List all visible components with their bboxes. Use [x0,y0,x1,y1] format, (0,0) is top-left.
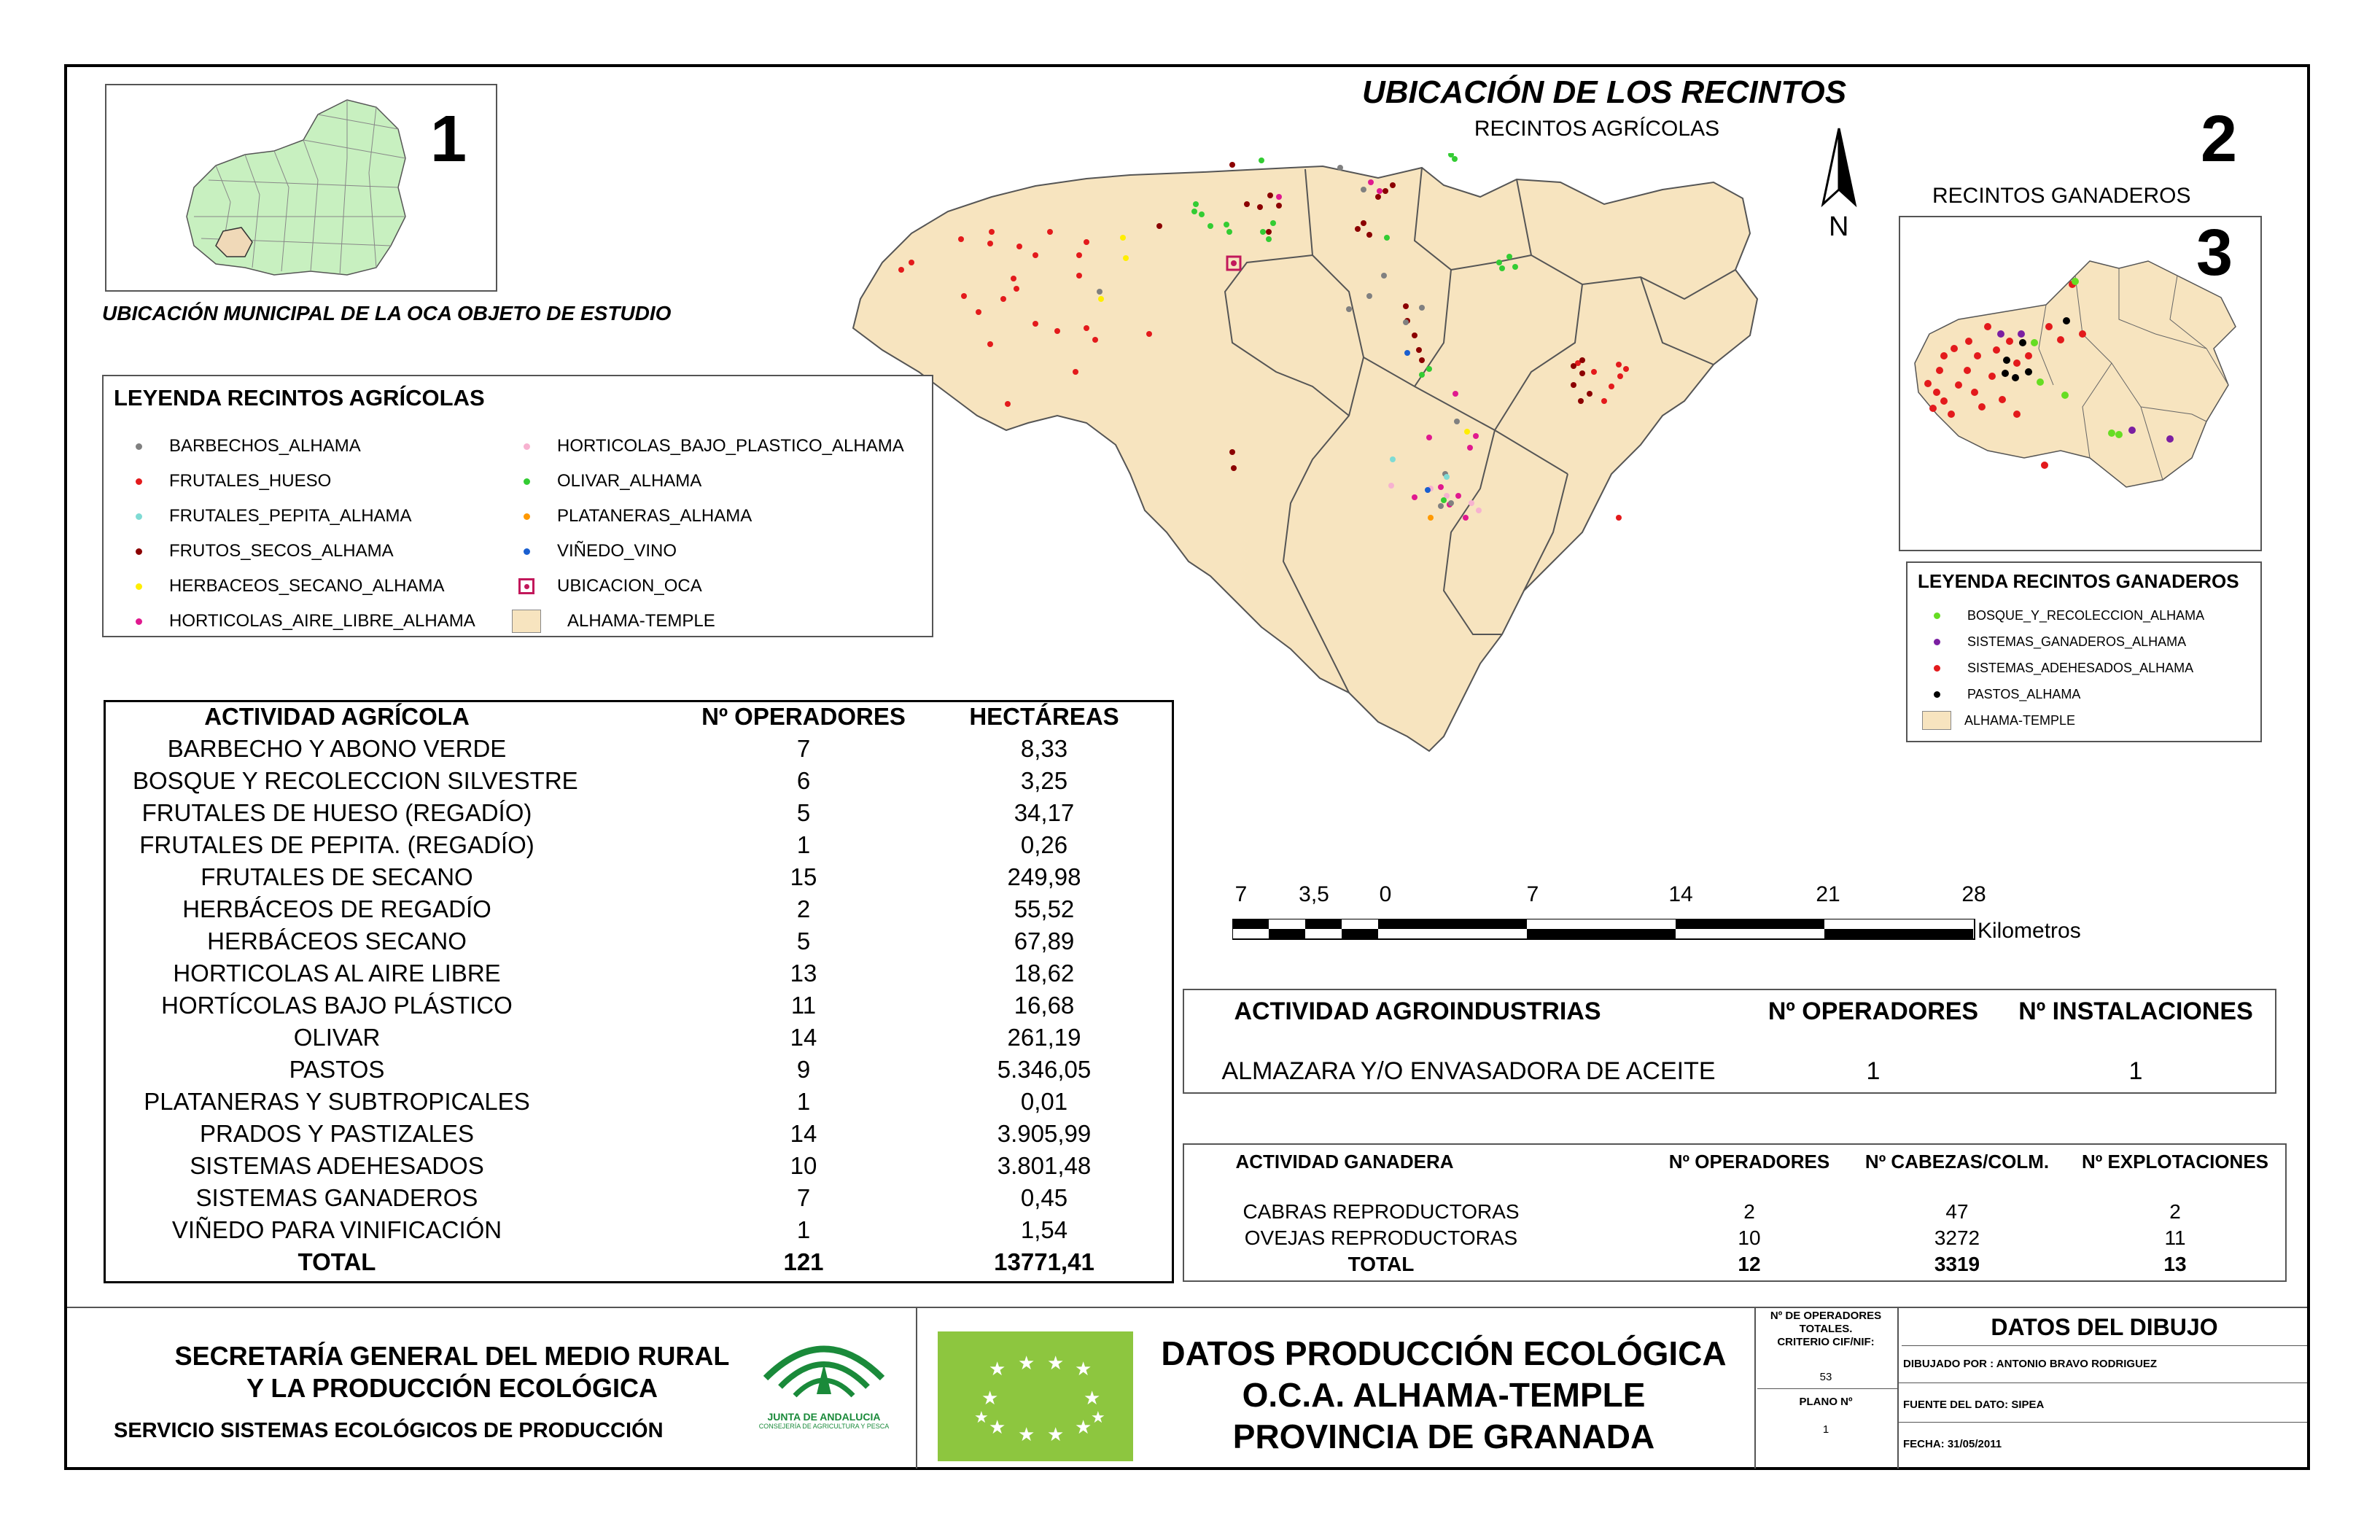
legend-item-frutales-hueso: FRUTALES_HUESO [124,464,475,499]
dot-icon [136,583,142,590]
eu-organic-logo [938,1331,1133,1461]
svg-text:★: ★ [1047,1353,1065,1374]
column-header: ACTIVIDAD AGRÍCOLA [204,703,470,730]
inset-location-caption: UBICACIÓN MUNICIPAL DE LA OCA OBJETO DE ESTUDIO [102,302,672,324]
main-line-3: PROVINCIA DE GRANADA [1232,1418,1655,1455]
municipality-area [853,166,1757,751]
dot-icon [136,478,142,485]
table-cell: 1 [1866,1057,1881,1085]
square-target-icon [518,578,534,594]
dot-icon [136,513,142,520]
legend-item-vinedo: VIÑEDO_VINO [512,534,904,569]
legend-item-horticolas-aire-libre: HORTICOLAS_AIRE_LIBRE_ALHAMA [124,604,475,639]
svg-text:★: ★ [1018,1424,1035,1446]
legend-item-frutales-pepita: FRUTALES_PEPITA_ALHAMA [124,499,475,534]
table-cell: 3.905,99 [997,1120,1092,1147]
legend-item-ubicacion-oca: UBICACION_OCA [512,569,904,604]
legend-item-olivar: OLIVAR_ALHAMA [512,464,904,499]
eu-leaf-icon [938,1331,1133,1461]
table-cell: 10 [1738,1226,1761,1249]
svg-text:★: ★ [981,1388,999,1409]
table-cell: 34,17 [1014,799,1075,826]
table-cell: HORTÍCOLAS BAJO PLÁSTICO [161,992,513,1019]
table-cell: 8,33 [1020,735,1068,762]
plano-value: 1 [1822,1423,1829,1436]
table-cell: 14 [790,1024,817,1051]
legend-item-sistemas-adehesados: SISTEMAS_ADEHESADOS_ALHAMA [1922,655,2204,681]
north-arrow-icon [1810,125,1868,213]
footer-divider [67,1307,2307,1308]
dot-icon [524,548,530,555]
table-cell: 13 [790,960,817,987]
dot-icon [1934,691,1940,698]
table-cell: 2 [2169,1200,2181,1223]
svg-text:★: ★ [974,1409,989,1427]
legend-ganadero [1906,561,2262,742]
table-cell: 249,98 [1007,863,1081,890]
table-cell: FRUTALES DE SECANO [201,863,473,890]
dot-icon [1934,665,1940,672]
table-cell: HERBÁCEOS DE REGADÍO [182,895,491,922]
org-subtitle: SERVICIO SISTEMAS ECOLÓGICOS DE PRODUCCIÓN [114,1419,664,1442]
total-label: TOTAL [298,1248,376,1275]
table-cell: PLATANERAS Y SUBTROPICALES [144,1088,530,1115]
table-cell: 10 [790,1152,817,1179]
table-cell: 2 [1743,1200,1755,1223]
column-header: Nº OPERADORES [1768,998,1979,1025]
legend-agricola [102,375,933,637]
legend-item-sistemas-ganaderos: SISTEMAS_GANADEROS_ALHAMA [1922,629,2204,655]
table-cell: 5 [796,799,811,826]
table-cell: HORTICOLAS AL AIRE LIBRE [173,960,501,987]
footer-divider [1899,1382,2307,1383]
table-cell: 9 [796,1056,811,1083]
table-cell: CABRAS REPRODUCTORAS [1242,1200,1520,1223]
main-line-2: O.C.A. ALHAMA-TEMPLE [1242,1376,1646,1414]
table-cell: VIÑEDO PARA VINIFICACIÓN [171,1216,502,1243]
table-cell: 0,01 [1020,1088,1068,1115]
table-cell: SISTEMAS GANADEROS [195,1184,478,1211]
table-cell: 261,19 [1007,1024,1081,1051]
table-cell: 11 [2164,1226,2186,1249]
legend-item-alhama-temple-ganadero: ALHAMA-TEMPLE [1922,707,2204,734]
main-line-1: DATOS PRODUCCIÓN ECOLÓGICA [1161,1334,1727,1372]
table-cell: 2 [796,895,811,922]
scale-tick-label: 28 [1961,882,1986,906]
total-value: 12 [1738,1253,1761,1275]
table-cell: 3,25 [1020,767,1068,794]
total-value: 3319 [1934,1253,1980,1275]
table-cell: 3.801,48 [997,1152,1092,1179]
table-cell: 3272 [1934,1226,1980,1249]
svg-text:★: ★ [1075,1417,1092,1439]
table-cell: BARBECHO Y ABONO VERDE [167,735,507,762]
svg-text:★: ★ [989,1417,1006,1439]
column-header: Nº CABEZAS/COLM. [1864,1151,2050,1172]
table-cell: 1 [796,1216,811,1243]
plano-label: PLANO Nº [1799,1396,1853,1408]
table-cell: HERBÁCEOS SECANO [207,928,467,954]
legend-item-barbechos: BARBECHOS_ALHAMA [124,429,475,464]
ops-value: 53 [1819,1371,1832,1383]
table-cell: SISTEMAS ADEHESADOS [190,1152,484,1179]
dibujado-por: DIBUJADO POR : ANTONIO BRAVO RODRIGUEZ [1903,1358,2158,1370]
table-cell: FRUTALES DE PEPITA. (REGADÍO) [139,831,534,858]
legend-item-bosque: BOSQUE_Y_RECOLECCION_ALHAMA [1922,602,2204,629]
svg-text:★: ★ [1018,1353,1035,1374]
tabla-agroindustria [1183,989,2276,1094]
tabla-agricola-content [104,703,1174,1279]
column-header: Nº EXPLOTACIONES [2081,1151,2269,1172]
legend-item-herbaceos-secano: HERBACEOS_SECANO_ALHAMA [124,569,475,604]
table-cell: 1,54 [1020,1216,1068,1243]
dot-icon [136,443,142,450]
legend-item-plataneras: PLATANERAS_ALHAMA [512,499,904,534]
table-cell: ALMAZARA Y/O ENVASADORA DE ACEITE [1221,1057,1716,1085]
scale-bar-graphic [1232,919,1983,941]
scale-tick-label: 3,5 [1299,882,1329,906]
svg-text:★: ★ [1075,1358,1092,1380]
ops-label: Nº DE OPERADORES TOTALES. CRITERIO CIF/NIF: [1770,1310,1882,1348]
table-cell: 6 [796,767,811,794]
scale-tick-label: 14 [1668,882,1693,906]
map-subtitle: RECINTOS AGRÍCOLAS [1474,117,1720,141]
total-label: TOTAL [1348,1253,1415,1275]
legend-item-frutos-secos: FRUTOS_SECOS_ALHAMA [124,534,475,569]
column-header: ACTIVIDAD AGROINDUSTRIAS [1234,998,1601,1025]
area-swatch-icon [1922,711,1951,730]
dot-icon [136,548,142,555]
svg-text:★: ★ [1091,1409,1105,1427]
table-cell: 1 [2128,1057,2143,1085]
total-value: 13 [2163,1253,2187,1275]
table-cell: 67,89 [1014,928,1075,954]
table-cell: 55,52 [1014,895,1075,922]
total-value: 121 [783,1248,824,1275]
table-cell: 7 [796,735,811,762]
junta-emblem-icon [744,1327,904,1407]
table-cell: 5 [796,928,811,954]
north-label: N [1829,211,1849,242]
main-footer-title [1138,1333,1750,1458]
legend-agricola-title: LEYENDA RECINTOS AGRÍCOLAS [114,385,485,411]
scale-tick-label: 0 [1379,882,1392,906]
area-swatch-icon [512,610,541,633]
table-cell: 7 [796,1184,811,1211]
fecha: FECHA: 31/05/2011 [1903,1438,2002,1450]
svg-text:★: ★ [989,1358,1006,1380]
dot-icon [524,478,530,485]
map-title: UBICACIÓN DE LOS RECINTOS [1361,74,1847,110]
junta-line-2: CONSEJERÍA DE AGRICULTURA Y PESCA [758,1423,890,1430]
table-cell: OVEJAS REPRODUCTORAS [1244,1226,1518,1249]
legend-item-pastos: PASTOS_ALHAMA [1922,681,2204,707]
table-cell: 5.346,05 [997,1056,1092,1083]
column-header: Nº INSTALACIONES [2018,998,2253,1025]
tabla-ganadera [1183,1143,2287,1282]
scale-tick-label: 21 [1816,882,1840,906]
table-cell: 1 [796,1088,811,1115]
table-cell: 11 [790,992,817,1019]
footer-divider [1757,1388,1897,1389]
svg-text:★: ★ [1084,1388,1101,1409]
column-header: Nº OPERADORES [701,703,906,730]
table-cell: 15 [790,863,817,890]
dot-icon [136,618,142,625]
table-cell: 16,68 [1014,992,1075,1019]
dot-icon [524,513,530,520]
footer-divider [1897,1307,1899,1469]
table-cell: 18,62 [1014,960,1075,987]
inset-location-number: 1 [430,103,467,176]
table-cell: 1 [796,831,811,858]
table-cell: 0,45 [1020,1184,1068,1211]
column-header: ACTIVIDAD GANADERA [1235,1151,1454,1172]
total-value: 13771,41 [994,1248,1094,1275]
column-header: HECTÁREAS [969,703,1119,730]
scale-tick-label: 7 [1234,882,1248,906]
junta-line-1: JUNTA DE ANDALUCIA [767,1411,881,1423]
scale-tick-label: 7 [1526,882,1539,906]
table-cell: 0,26 [1020,831,1068,858]
column-header: Nº OPERADORES [1668,1151,1830,1172]
org-line-2: Y LA PRODUCCIÓN ECOLÓGICA [246,1373,658,1403]
footer-divider [916,1307,917,1469]
table-cell: FRUTALES DE HUESO (REGADÍO) [141,799,532,826]
junta-andalucia-logo [744,1327,904,1436]
org-line-1: SECRETARÍA GENERAL DEL MEDIO RURAL [174,1341,730,1371]
table-cell: PASTOS [289,1056,385,1083]
inset-ganaderos-title: RECINTOS GANADEROS [1932,184,2191,208]
table-cell: BOSQUE Y RECOLECCION SILVESTRE [133,767,578,794]
svg-text:★: ★ [1047,1424,1065,1446]
map-number: 2 [2201,103,2238,176]
table-cell: 14 [790,1120,817,1147]
dot-icon [1934,639,1940,645]
scale-unit: Kilometros [1978,919,2081,943]
legend-ganadero-title: LEYENDA RECINTOS GANADEROS [1918,570,2239,592]
scale-bar [1196,882,2081,948]
legend-item-alhama-temple: ALHAMA-TEMPLE [512,604,904,639]
org-title [146,1340,758,1404]
dot-icon [1934,612,1940,619]
table-cell: PRADOS Y PASTIZALES [200,1120,474,1147]
inset-ganaderos-number: 3 [2196,217,2233,289]
table-cell: 47 [1945,1200,1969,1223]
table-cell: OLIVAR [293,1024,381,1051]
legend-item-horticolas-bajo-plastico: HORTICOLAS_BAJO_PLASTICO_ALHAMA [512,429,904,464]
footer-divider [1754,1307,1756,1469]
dot-icon [524,443,530,450]
footer-divider [1899,1422,2307,1423]
dibujo-title: DATOS DEL DIBUJO [1902,1310,2307,1346]
fuente-dato: FUENTE DEL DATO: SIPEA [1903,1399,2045,1411]
